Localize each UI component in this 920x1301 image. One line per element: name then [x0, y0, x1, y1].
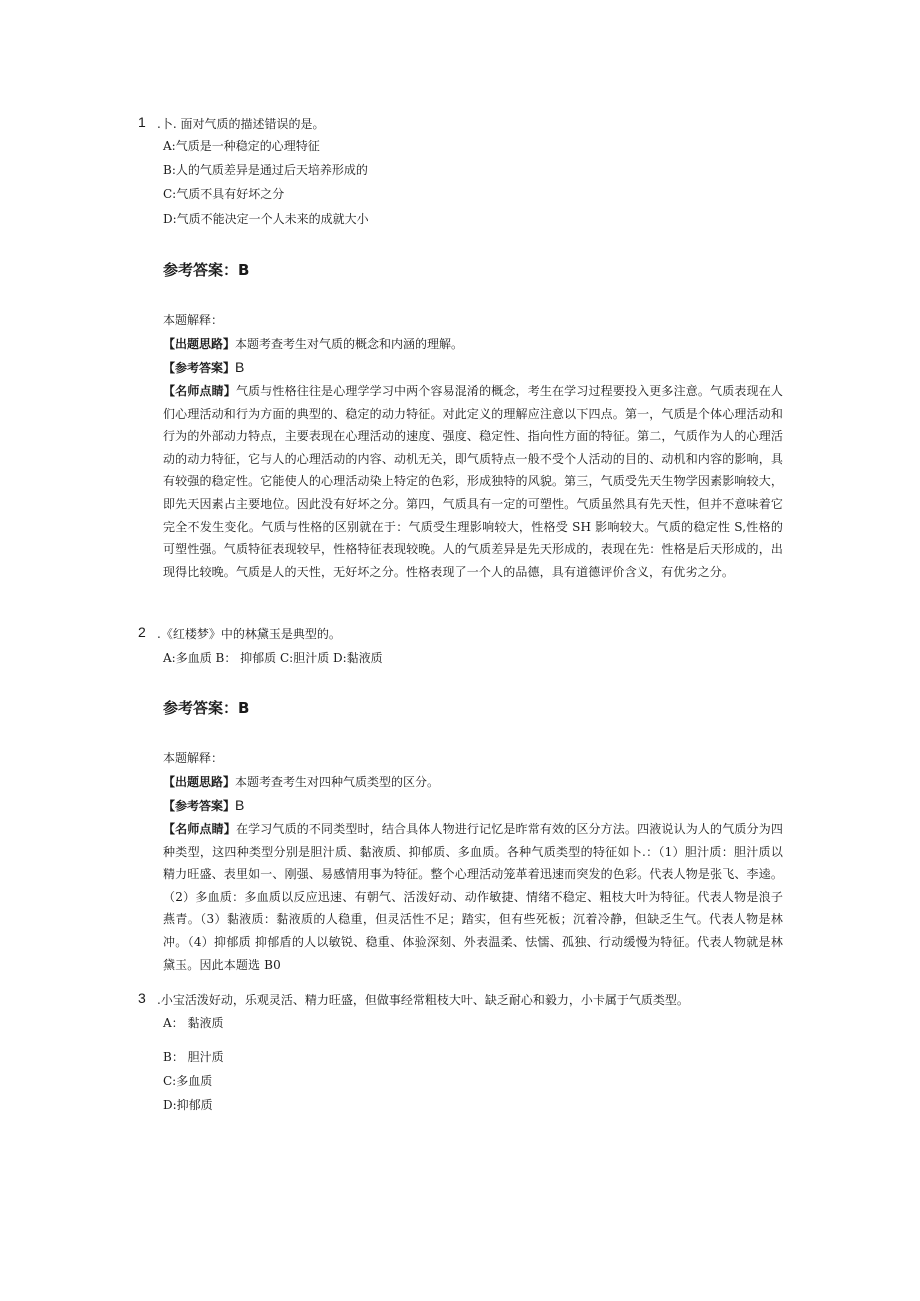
question-1-stem: .卜. 面对气质的描述错误的是。	[157, 117, 325, 131]
question-3-option-d: D:抑郁质	[163, 1098, 213, 1112]
teacher-text: 气质与性格往往是心理学学习中两个容易混淆的概念，考生在学习过程要投入更多注意。气质表现在人们心理活动和行为方面的典型的、稳定的动力特征。对此定义的理解应注意以下四点。第一，气质是个体心理活动和行为的外部动力特点，主要表现在心理活动的速度、强度、稳定性、指向性方面的特征。第二，气质作为人的心理活动的动力特征，它与人的心理活动的内容、动机无关，即气质特点一般不受个人活动的目的、动机和内容的影响，具有较强的稳定性。它能使人的心理活动染上特定的色彩，形成独特的风貌。第三，气质受先天生物学因素影响较大，即先天因素占主要地位。因此没有好坏之分。第四，气质具有一定的可塑性。气质虽然具有先天性，但并不意味着它完全不发生变化。气质与性格的区别就在于：气质受生理影响较大，性格受 SH 影响较大。气质的稳定性 S,性格的可塑性强。气质特征表现较早，性格特征表现较晚。人的气质差异是先天形成的，表现在先：性格是后天形成的，出现得比较晚。气质是人的天性，无好坏之分。性格表现了一个人的品德，具有道德评价含义，有优劣之分。	[163, 384, 783, 579]
question-2-number: 2	[138, 624, 146, 640]
teacher-text: 在学习气质的不同类型时，结合具体人物进行记忆是昨常有效的区分方法。四液说认为人的气质分为四种类型，这四种类型分别是胆汁质、黏液质、抑郁质、多血质。各种气质类型的特征如卜.：（1）胆汁质：胆汁质以精力旺盛、表里如一、刚强、易感情用事为特征。整个心理活动笼革着迅速而突发的色彩。代表人物是张飞、李逵。（2）多血质：多血质以反应迅速、有朝气、活泼好动、动作敏捷、情绪不稳定、粗枝大叶为特征。代表人物是浪子燕青。（3）黏液质：黏液质的人稳重，但灵活性不足；踏实，但有些死板；沉着冷静，但缺乏生气。代表人物是林冲。（4）抑郁质 抑郁盾的人以敏锐、稳重、体验深刻、外表温柔、怯懦、孤独、行动缓慢为特征。代表人物就是林黛玉。因此本题选 B0	[163, 822, 783, 972]
ref-value: B	[235, 797, 245, 813]
question-1-option-c: C:气质不具有好坏之分	[163, 187, 285, 201]
ref-value: B	[235, 359, 245, 375]
question-1-option-b: B:人的气质差异是通过后天培养形成的	[163, 163, 368, 177]
question-1-reference	[163, 359, 244, 376]
thought-tag: 【出题思路】	[163, 775, 236, 789]
question-2-stem: .《红楼梦》中的林黛玉是典型的。	[157, 627, 341, 641]
thought-tag: 【出题思路】	[163, 337, 236, 351]
teacher-tag: 【名师点睛】	[163, 822, 236, 836]
question-2-reference	[163, 797, 244, 814]
thought-text: 本题考查考生对四种气质类型的区分。	[235, 775, 440, 789]
question-1-explain-title: 本题解释：	[163, 313, 224, 327]
question-1-teacher-note	[163, 380, 783, 583]
teacher-tag: 【名师点睛】	[163, 384, 236, 398]
question-2-answer: 参考答案：B	[163, 699, 250, 717]
question-3-stem: .小宝活泼好动，乐观灵活、精力旺盛，但做事经常粗枝大叶、缺乏耐心和毅力，小卡属于气质类型。	[157, 993, 689, 1007]
ref-tag: 【参考答案】	[163, 361, 236, 375]
ref-tag: 【参考答案】	[163, 799, 236, 813]
question-3-option-b: B： 胆汁质	[163, 1050, 224, 1064]
question-1-option-d: D:气质不能决定一个人未来的成就大小	[163, 212, 369, 226]
question-1-option-a: A:气质是一种稳定的心理特征	[163, 139, 320, 153]
question-3-option-c: C:多血质	[163, 1074, 213, 1088]
question-2-explain-title: 本题解释：	[163, 751, 224, 765]
question-1-thought	[163, 336, 463, 352]
question-3-number: 3	[138, 990, 146, 1006]
question-2-options: A:多血质 B： 抑郁质 C:胆汁质 D:黏液质	[163, 651, 383, 665]
question-1-answer: 参考答案：B	[163, 261, 250, 279]
question-1-number: 1	[138, 114, 146, 130]
thought-text: 本题考查考生对气质的概念和内涵的理解。	[235, 337, 464, 351]
question-3-option-a: A： 黏液质	[163, 1016, 224, 1030]
question-2-thought	[163, 774, 439, 790]
question-2-teacher-note	[163, 818, 783, 976]
